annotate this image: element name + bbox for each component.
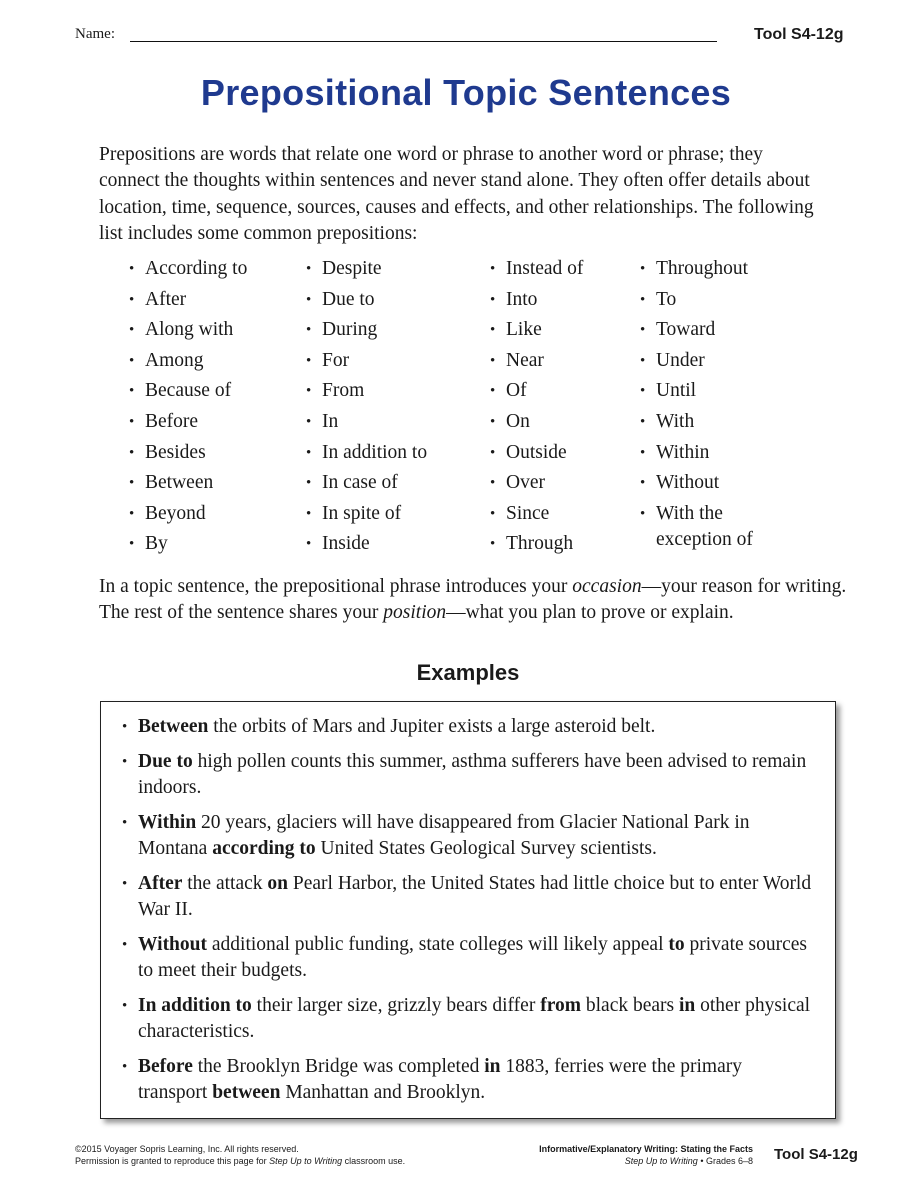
preposition-highlight: on [267,873,288,894]
preposition-item: • Besides [129,440,247,471]
examples-heading: Examples [416,660,520,685]
preposition-item: • Toward [640,317,780,348]
occasion-term: occasion [572,576,642,597]
preposition-item: • In addition to [306,440,427,471]
tool-id: Tool S4-12g [754,26,844,43]
text: private sources to meet their budgets. [138,934,808,981]
preposition-column-2 [306,256,427,562]
preposition-highlight: in [679,995,696,1016]
preposition-item: • For [306,348,427,379]
preposition-column-4 [640,256,780,553]
preposition-item: • According to [129,256,247,287]
footer-source [539,1143,753,1167]
preposition-item: • After [129,287,247,318]
example-item [138,932,815,984]
text: Permission is granted to reproduce this page for [75,1156,270,1166]
preposition-item: • In spite of [306,501,427,532]
preposition-item: • Because of [129,378,247,409]
footer-tool-id: Tool S4-12g [774,1146,858,1163]
text: the attack [182,873,268,894]
text: —what you plan to prove or explain. [446,602,734,623]
preposition-item: • From [306,378,427,409]
example-item [138,749,815,801]
example-item [138,1054,815,1106]
preposition-highlight: After [138,873,183,894]
position-term: position [383,602,447,623]
text: In a topic sentence, the prepositional phrase introduces your [99,576,573,597]
preposition-item: • Instead of [490,256,583,287]
preposition-item: • During [306,317,427,348]
preposition-item: • In case of [306,470,427,501]
preposition-item: • Near [490,348,583,379]
preposition-item: • On [490,409,583,440]
example-item [138,993,815,1045]
example-item [138,871,815,923]
preposition-item: • Into [490,287,583,318]
grades: • Grades 6–8 [697,1156,753,1166]
preposition-item: • Among [129,348,247,379]
preposition-item: • Over [490,470,583,501]
preposition-item: • Of [490,378,583,409]
text: the orbits of Mars and Jupiter exists a large asteroid belt. [208,716,656,737]
preposition-highlight: from [540,995,581,1016]
preposition-column-1 [129,256,247,562]
text: classroom use. [342,1156,406,1166]
text: Manhattan and Brooklyn. [280,1082,486,1103]
preposition-item: • Along with [129,317,247,348]
preposition-item: • Before [129,409,247,440]
preposition-item: • Under [640,348,780,379]
text: United States Geological Survey scientists. [315,838,657,859]
preposition-item: • Since [490,501,583,532]
preposition-highlight: Before [138,1056,193,1077]
book-title: Step Up to Writing [269,1156,343,1166]
preposition-item: • Despite [306,256,427,287]
preposition-highlight: Due to [138,751,193,772]
text: their larger size, grizzly bears differ [251,995,541,1016]
book-info [539,1155,753,1167]
preposition-item: • To [640,287,780,318]
preposition-item: • Within [640,440,780,471]
preposition-item: • Until [640,378,780,409]
name-field-line[interactable] [130,41,717,42]
preposition-item: • With the exception of [640,501,780,553]
text: 1883, ferries were the primary transport [138,1056,742,1103]
preposition-highlight: in [484,1056,501,1077]
preposition-item: • Outside [490,440,583,471]
text: additional public funding, state colleges will likely appeal [207,934,669,955]
copyright-text: ©2015 Voyager Sopris Learning, Inc. All rights reserved. [75,1144,299,1154]
preposition-highlight: Without [138,934,207,955]
preposition-item: • With [640,409,780,440]
example-item [138,810,815,862]
preposition-column-3 [490,256,583,562]
page-title: Prepositional Topic Sentences [200,72,732,113]
text: high pollen counts this summer, asthma sufferers have been advised to remain indoors. [138,751,807,798]
text: Pearl Harbor, the United States had little choice but to enter World War II. [138,873,812,920]
permission-text [75,1155,405,1167]
text: the Brooklyn Bridge was completed [192,1056,485,1077]
name-label: Name: [75,26,115,42]
preposition-highlight: to [668,934,685,955]
preposition-item: • By [129,531,247,562]
text: black bears [581,995,679,1016]
preposition-item: • Like [490,317,583,348]
topic-sentence-paragraph [99,574,859,626]
text: 20 years, glaciers will have disappeared from Glacier National Park in Montana [138,812,750,859]
preposition-item: • Through [490,531,583,562]
preposition-highlight: In addition to [138,995,252,1016]
preposition-item: • In [306,409,427,440]
book-title: Step Up to Writing [624,1156,698,1166]
unit-title: Informative/Explanatory Writing: Stating the Facts [539,1144,753,1154]
preposition-item: • Due to [306,287,427,318]
preposition-item: • Between [129,470,247,501]
preposition-highlight: Within [138,812,197,833]
preposition-item: • Without [640,470,780,501]
intro-paragraph: Prepositions are words that relate one word or phrase to another word or phrase; they connect the thoughts within sentences and never stand alone. They often offer details about location, time, sequence, sources, causes and effects, and other relationships. The following list includes some common prepositions: [99,144,814,244]
text: —your reason for writing. The rest of the sentence shares your [99,576,847,623]
preposition-highlight: according to [212,838,316,859]
preposition-item: • Inside [306,531,427,562]
preposition-item: • Beyond [129,501,247,532]
preposition-highlight: Between [138,716,209,737]
text: other physical characteristics. [138,995,811,1042]
examples-box [100,701,836,1119]
preposition-item: • Throughout [640,256,780,287]
footer-copyright [75,1143,405,1167]
preposition-highlight: between [212,1082,281,1103]
example-item [138,714,815,740]
